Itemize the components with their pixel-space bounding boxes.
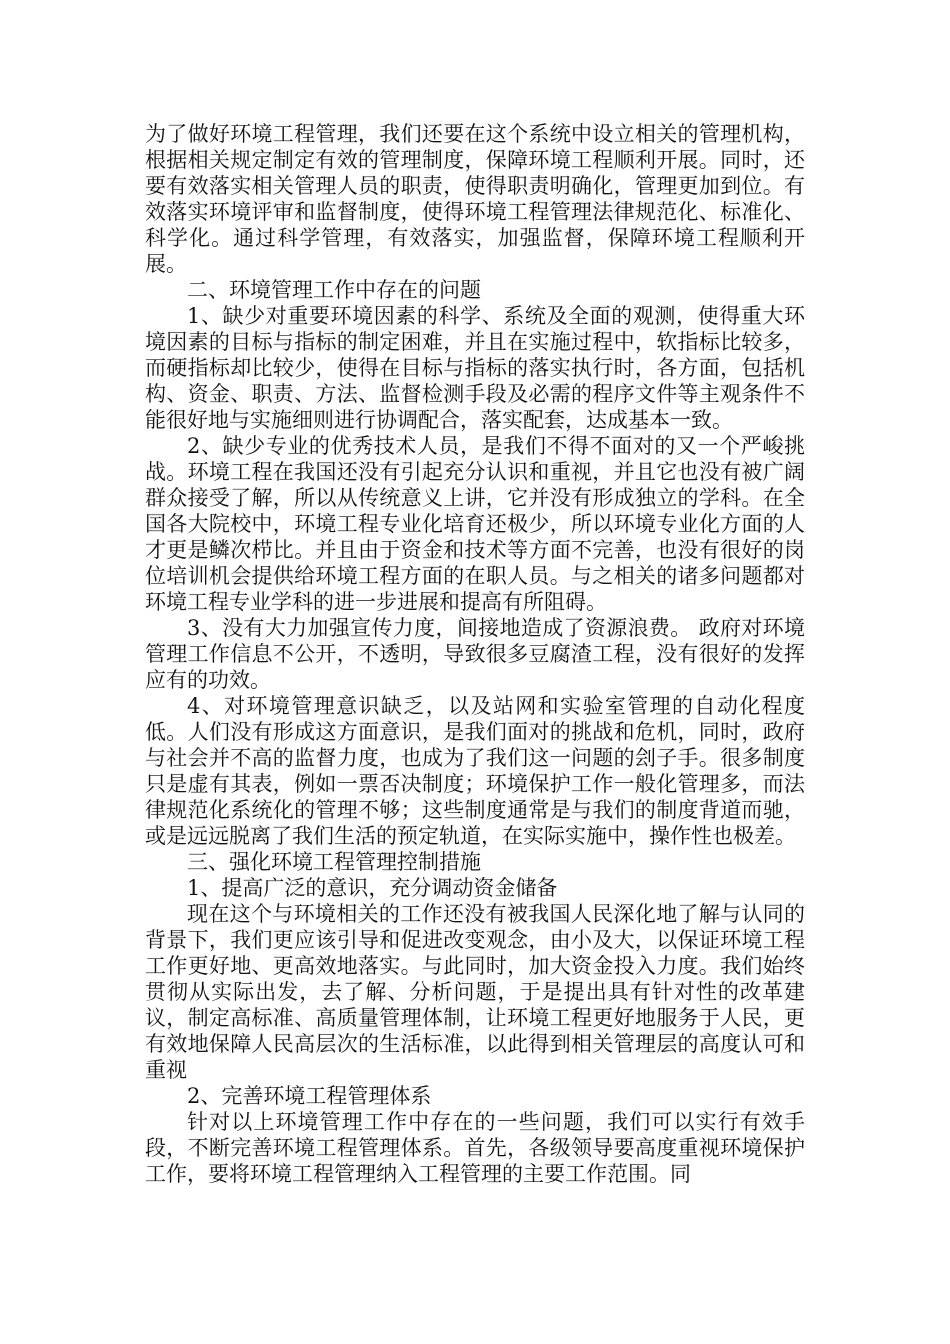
paragraph-problem-1: 1、缺少对重要环境因素的科学、系统及全面的观测，使得重大环境因素的目标与指标的制定困难，并且在实施过程中，软指标比较多，而硬指标却比较少，使得在目标与指标的落实执行时，各方面，包括机构、资金、职责、方法、监督检测手段及必需的程序文件等主观条件不能很好地与实施细则进行协调配合，落实配套，达成基本一致。 (145, 304, 805, 432)
subheading-measure-2: 2、完善环境工程管理体系 (187, 1084, 432, 1108)
paragraph-problem-2: 2、缺少专业的优秀技术人员，是我们不得不面对的又一个严峻挑战。环境工程在我国还没有引起充分认识和重视，并且它也没有被广阔群众接受了解，所以从传统意义上讲，它并没有形成独立的学科。在全国各大院校中，环境工程专业化培育还极少，所以环境专业化方面的人才更是鳞次栉比。并且由于资金和技术等方面不完善，也没有很好的岗位培训机会提供给环境工程方面的在职人员。与之相关的诸多问题都对环境工程专业学科的进一步进展和提高有所阻碍。 (145, 434, 805, 614)
paragraph-measure-1: 现在这个与环境相关的工作还没有被我国人民深化地了解与认同的背景下，我们更应该引导和促进改变观念，由小及大，以保证环境工程工作更好地、更高效地落实。与此同时，加大资金投入力度。我们始终贯彻从实际出发，去了解、分析问题，于是提出具有针对性的改革建议，制定高标准、高质量管理体制，让环境工程更好地服务于人民，更有效地保障人民高层次的生活标准，以此得到相关管理层的高度认可和重视 (145, 902, 805, 1082)
section-heading-problems: 二、环境管理工作中存在的问题 (187, 278, 481, 302)
paragraph-problem-4: 4、对环境管理意识缺乏，以及站网和实验室管理的自动化程度低。人们没有形成这方面意识，是我们面对的挑战和危机，同时，政府与社会并不高的监督力度，也成为了我们这一问题的刽子手。很多制度只是虚有其表，例如一票否决制度；环境保护工作一般化管理多，而法律规范化系统化的管理不够；这些制度通常是与我们的制度背道而驰，或是远远脱离了我们生活的预定轨道，在实际实施中，操作性也极差。 (145, 694, 805, 848)
paragraph-problem-3: 3、没有大力加强宣传力度，间接地造成了资源浪费。 政府对环境管理工作信息不公开，不透明，导致很多豆腐渣工程，没有很好的发挥应有的功效。 (145, 616, 805, 692)
section-heading-measures: 三、强化环境工程管理控制措施 (187, 850, 481, 874)
paragraph-measure-2: 针对以上环境管理工作中存在的一些问题，我们可以实行有效手段，不断完善环境工程管理体系。首先，各级领导要高度重视环境保护工作，要将环境工程管理纳入工程管理的主要工作范围。同 (145, 1110, 805, 1186)
document-body (145, 121, 805, 1187)
subheading-measure-1: 1、提高广泛的意识，充分调动资金储备 (187, 876, 558, 900)
paragraph-continuation: 为了做好环境工程管理，我们还要在这个系统中设立相关的管理机构，根据相关规定制定有效的管理制度，保障环境工程顺利开展。同时，还要有效落实相关管理人员的职责，使得职责明确化，管理更加到位。有效落实环境评审和监督制度，使得环境工程管理法律规范化、标准化、科学化。通过科学管理，有效落实，加强监督，保障环境工程顺利开展。 (145, 122, 805, 276)
